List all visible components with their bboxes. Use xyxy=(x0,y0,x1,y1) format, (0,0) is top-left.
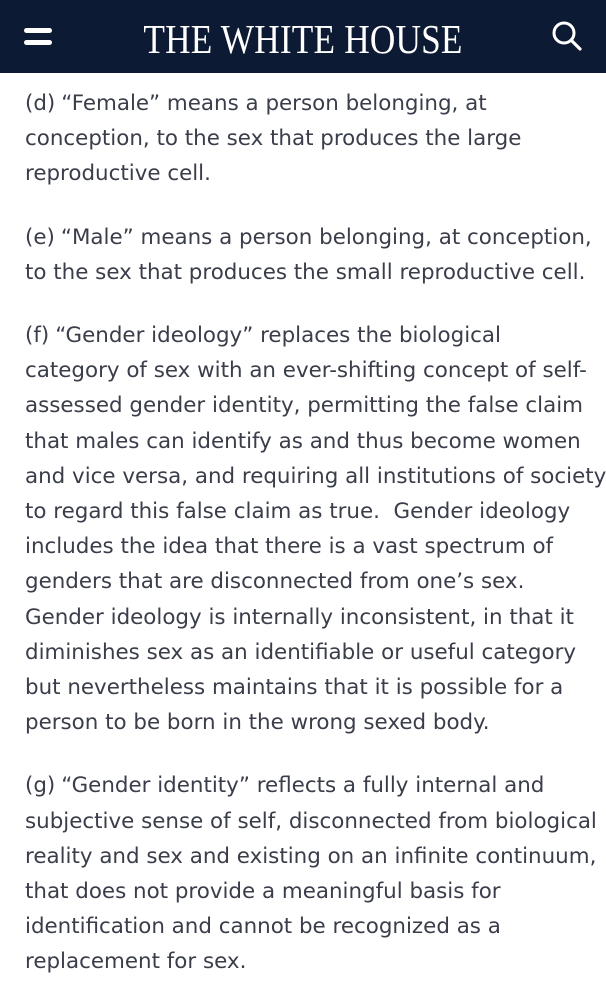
search-icon[interactable] xyxy=(551,20,583,52)
paragraph-line: genders that are disconnected from one’s sex. xyxy=(25,569,525,595)
paragraph-line: reproductive cell. xyxy=(25,161,211,187)
paragraph-line: and vice versa, and requiring all institutions of society xyxy=(25,463,606,489)
article-body xyxy=(25,86,606,1008)
paragraph-marker: (g) xyxy=(25,773,56,799)
paragraph-line: subjective sense of self, disconnected from biological xyxy=(25,808,597,834)
definition-paragraph xyxy=(25,220,592,290)
paragraph-line: but nevertheless maintains that it is possible for a xyxy=(25,675,564,701)
paragraph-line: that males can identify as and thus become women xyxy=(25,428,581,454)
definition-paragraph xyxy=(25,86,585,192)
paragraph-line: “Female” means a person belonging, at xyxy=(61,91,487,116)
paragraph-line: that does not provide a meaningful basis for xyxy=(25,879,501,905)
paragraph-line: “Male” means a person belonging, at conception, xyxy=(60,224,592,250)
paragraph-line: replacement for sex. xyxy=(25,949,247,975)
paragraph-marker: (f) xyxy=(25,323,50,349)
paragraph-line: assessed gender identity, permitting the false claim xyxy=(25,393,583,419)
site-title[interactable]: THE WHITE HOUSE xyxy=(143,16,463,62)
paragraph-line: includes the idea that there is a vast spectrum of xyxy=(25,534,554,560)
paragraph-line: identification and cannot be recognized as a xyxy=(25,914,501,940)
paragraph-line: “Gender identity” reflects a fully internal and xyxy=(61,773,545,799)
definition-paragraph xyxy=(25,318,606,740)
paragraph-line: category of sex with an ever-shifting concept of self- xyxy=(25,358,587,384)
paragraph-line: to regard this false claim as true. Gender ideology xyxy=(25,499,571,525)
paragraph-line: reality and sex and existing on an infinite continuum, xyxy=(25,843,597,869)
site-header xyxy=(0,0,606,73)
paragraph-line: “Gender ideology” replaces the biological xyxy=(55,323,501,349)
paragraph-marker: (d) xyxy=(25,91,56,116)
paragraph-line: to the sex that produces the small reproductive cell. xyxy=(25,259,586,285)
definition-paragraph xyxy=(25,768,597,979)
paragraph-line: Gender ideology is internally inconsistent, in that it xyxy=(25,604,574,630)
paragraph-marker: (e) xyxy=(25,224,55,250)
paragraph-line: conception, to the sex that produces the large xyxy=(25,126,522,152)
paragraph-line: diminishes sex as an identifiable or useful category xyxy=(25,639,577,665)
paragraph-line: person to be born in the wrong sexed body. xyxy=(25,710,490,736)
search-icon-graphic xyxy=(551,20,583,52)
